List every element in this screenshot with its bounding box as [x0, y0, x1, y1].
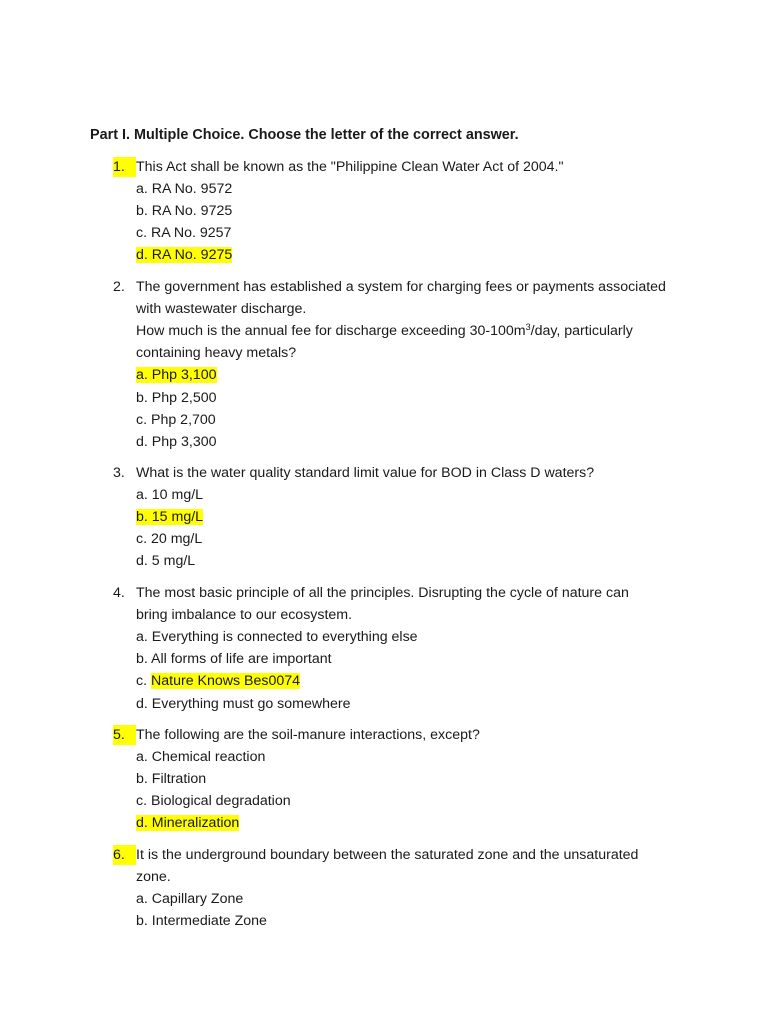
- choice-text: Chemical reaction: [151, 749, 266, 766]
- answer-choice: [136, 649, 332, 669]
- answer-choice: [136, 671, 300, 691]
- choice-content: [136, 247, 232, 263]
- choice-content: [136, 553, 195, 569]
- choice-letter: d.: [136, 433, 148, 450]
- choice-text: 20 mg/L: [151, 531, 203, 548]
- answer-choice: [136, 813, 239, 833]
- choice-text: Everything must go somewhere: [151, 695, 351, 712]
- answer-choice: [136, 485, 203, 505]
- question-stem-line: [136, 463, 594, 483]
- superscript: 3: [525, 322, 531, 333]
- question-stem-line: [136, 277, 666, 297]
- question-stem-line: [136, 845, 638, 865]
- question-stem-line: [136, 867, 171, 887]
- section-title: Part I. Multiple Choice. Choose the letter of the correct answer.: [90, 127, 519, 143]
- question-stem-text: /day, particularly: [530, 323, 633, 340]
- choice-text: RA No. 9257: [151, 225, 232, 242]
- choice-letter: b.: [136, 509, 148, 526]
- choice-content: [136, 673, 300, 689]
- question-number: 6.: [113, 845, 136, 865]
- choice-text: Php 2,500: [151, 389, 217, 406]
- answer-choice: [136, 889, 243, 909]
- choice-letter: a.: [136, 487, 148, 504]
- choice-content: [136, 434, 217, 450]
- choice-content: [136, 225, 231, 241]
- choice-content: [136, 696, 351, 712]
- choice-text: 10 mg/L: [151, 487, 204, 504]
- choice-letter: a.: [136, 749, 148, 766]
- choice-letter: c.: [136, 411, 148, 428]
- question-number: 2.: [113, 279, 125, 295]
- answer-choice: [136, 223, 231, 243]
- choice-letter: d.: [136, 695, 148, 712]
- question-stem-text: zone.: [136, 869, 171, 886]
- choice-content: [136, 390, 217, 406]
- choice-letter: b.: [136, 771, 148, 788]
- answer-choice: [136, 432, 217, 452]
- choice-letter: a.: [136, 181, 148, 198]
- choice-letter: d.: [136, 247, 148, 264]
- choice-letter: d.: [136, 815, 148, 832]
- choice-text: All forms of life are important: [151, 651, 332, 668]
- answer-choice: [136, 410, 216, 430]
- choice-content: [136, 891, 243, 907]
- question-stem-line: [136, 157, 564, 177]
- choice-text: Filtration: [151, 771, 207, 788]
- choice-letter: b.: [136, 913, 148, 930]
- choice-content: [136, 913, 267, 929]
- choice-text: Capillary Zone: [151, 891, 244, 908]
- choice-text: 15 mg/L: [151, 509, 204, 526]
- choice-letter: d.: [136, 553, 148, 570]
- choice-content: [136, 651, 332, 667]
- choice-text: Everything is connected to everything else: [151, 629, 418, 646]
- choice-text: Php 2,700: [151, 411, 216, 428]
- choice-text: RA No. 9275: [151, 247, 233, 264]
- answer-choice: [136, 245, 232, 265]
- question-stem-text: The following are the soil-manure interactions, except?: [136, 727, 480, 743]
- choice-text: Mineralization: [151, 815, 240, 832]
- choice-content: [136, 771, 206, 787]
- question-number: 4.: [113, 585, 125, 601]
- answer-choice: [136, 694, 351, 714]
- answer-choice: [136, 627, 418, 647]
- choice-content: [136, 509, 203, 525]
- answer-choice: [136, 769, 206, 789]
- choice-text: Php 3,300: [151, 433, 217, 450]
- question-stem-line: [136, 321, 633, 341]
- question-stem-line: [136, 605, 352, 625]
- choice-letter: c.: [136, 673, 148, 690]
- choice-letter: b.: [136, 651, 148, 668]
- choice-letter: a.: [136, 367, 148, 384]
- question-stem-line: [136, 725, 480, 745]
- answer-choice: [136, 179, 232, 199]
- question-stem-line: [136, 299, 306, 319]
- choice-content: [136, 629, 418, 645]
- answer-choice: [136, 529, 202, 549]
- question-stem-text: The most basic principle of all the principles. Disrupting the cycle of nature can: [136, 585, 629, 601]
- answer-choice: [136, 911, 267, 931]
- question-number: 1.: [113, 157, 136, 177]
- question-stem-text: bring imbalance to our ecosystem.: [136, 607, 353, 624]
- choice-content: [136, 487, 203, 503]
- choice-letter: c.: [136, 793, 148, 810]
- question-stem-text: The government has established a system for charging fees or payments associated: [136, 279, 666, 295]
- answer-choice: [136, 791, 291, 811]
- choice-text: Nature Knows Bes0074: [151, 673, 301, 690]
- answer-choice: [136, 388, 217, 408]
- choice-letter: a.: [136, 629, 148, 646]
- choice-letter: a.: [136, 891, 148, 908]
- choice-content: [136, 815, 239, 831]
- choice-content: [136, 531, 202, 547]
- question-stem-text: It is the underground boundary between the saturated zone and the unsaturated: [136, 847, 639, 863]
- choice-content: [136, 203, 232, 219]
- choice-text: Php 3,100: [151, 367, 217, 384]
- choice-content: [136, 749, 265, 765]
- question-stem-text: with wastewater discharge.: [136, 301, 307, 318]
- choice-letter: c.: [136, 225, 148, 242]
- question-stem-line: [136, 343, 296, 363]
- answer-choice: [136, 747, 265, 767]
- choice-text: 5 mg/L: [151, 553, 196, 570]
- choice-text: RA No. 9572: [151, 181, 233, 198]
- question-number: 5.: [113, 725, 136, 745]
- question-stem-text: containing heavy metals?: [136, 345, 297, 362]
- choice-text: Biological degradation: [151, 793, 291, 810]
- question-stem-text: This Act shall be known as the "Philippine Clean Water Act of 2004.": [136, 159, 564, 175]
- question-stem-text: How much is the annual fee for discharge exceeding 30-100m: [136, 323, 526, 340]
- choice-letter: c.: [136, 531, 148, 548]
- answer-choice: [136, 507, 203, 527]
- answer-choice: [136, 551, 195, 571]
- choice-content: [136, 181, 232, 197]
- choice-content: [136, 793, 291, 809]
- choice-content: [136, 367, 217, 383]
- question-number: 3.: [113, 465, 125, 481]
- choice-letter: b.: [136, 389, 148, 406]
- answer-choice: [136, 365, 217, 385]
- choice-letter: b.: [136, 203, 148, 220]
- choice-text: RA No. 9725: [151, 203, 233, 220]
- question-stem-line: [136, 583, 629, 603]
- answer-choice: [136, 201, 232, 221]
- question-stem-text: What is the water quality standard limit value for BOD in Class D waters?: [136, 465, 595, 481]
- choice-text: Intermediate Zone: [151, 913, 267, 930]
- choice-content: [136, 412, 216, 428]
